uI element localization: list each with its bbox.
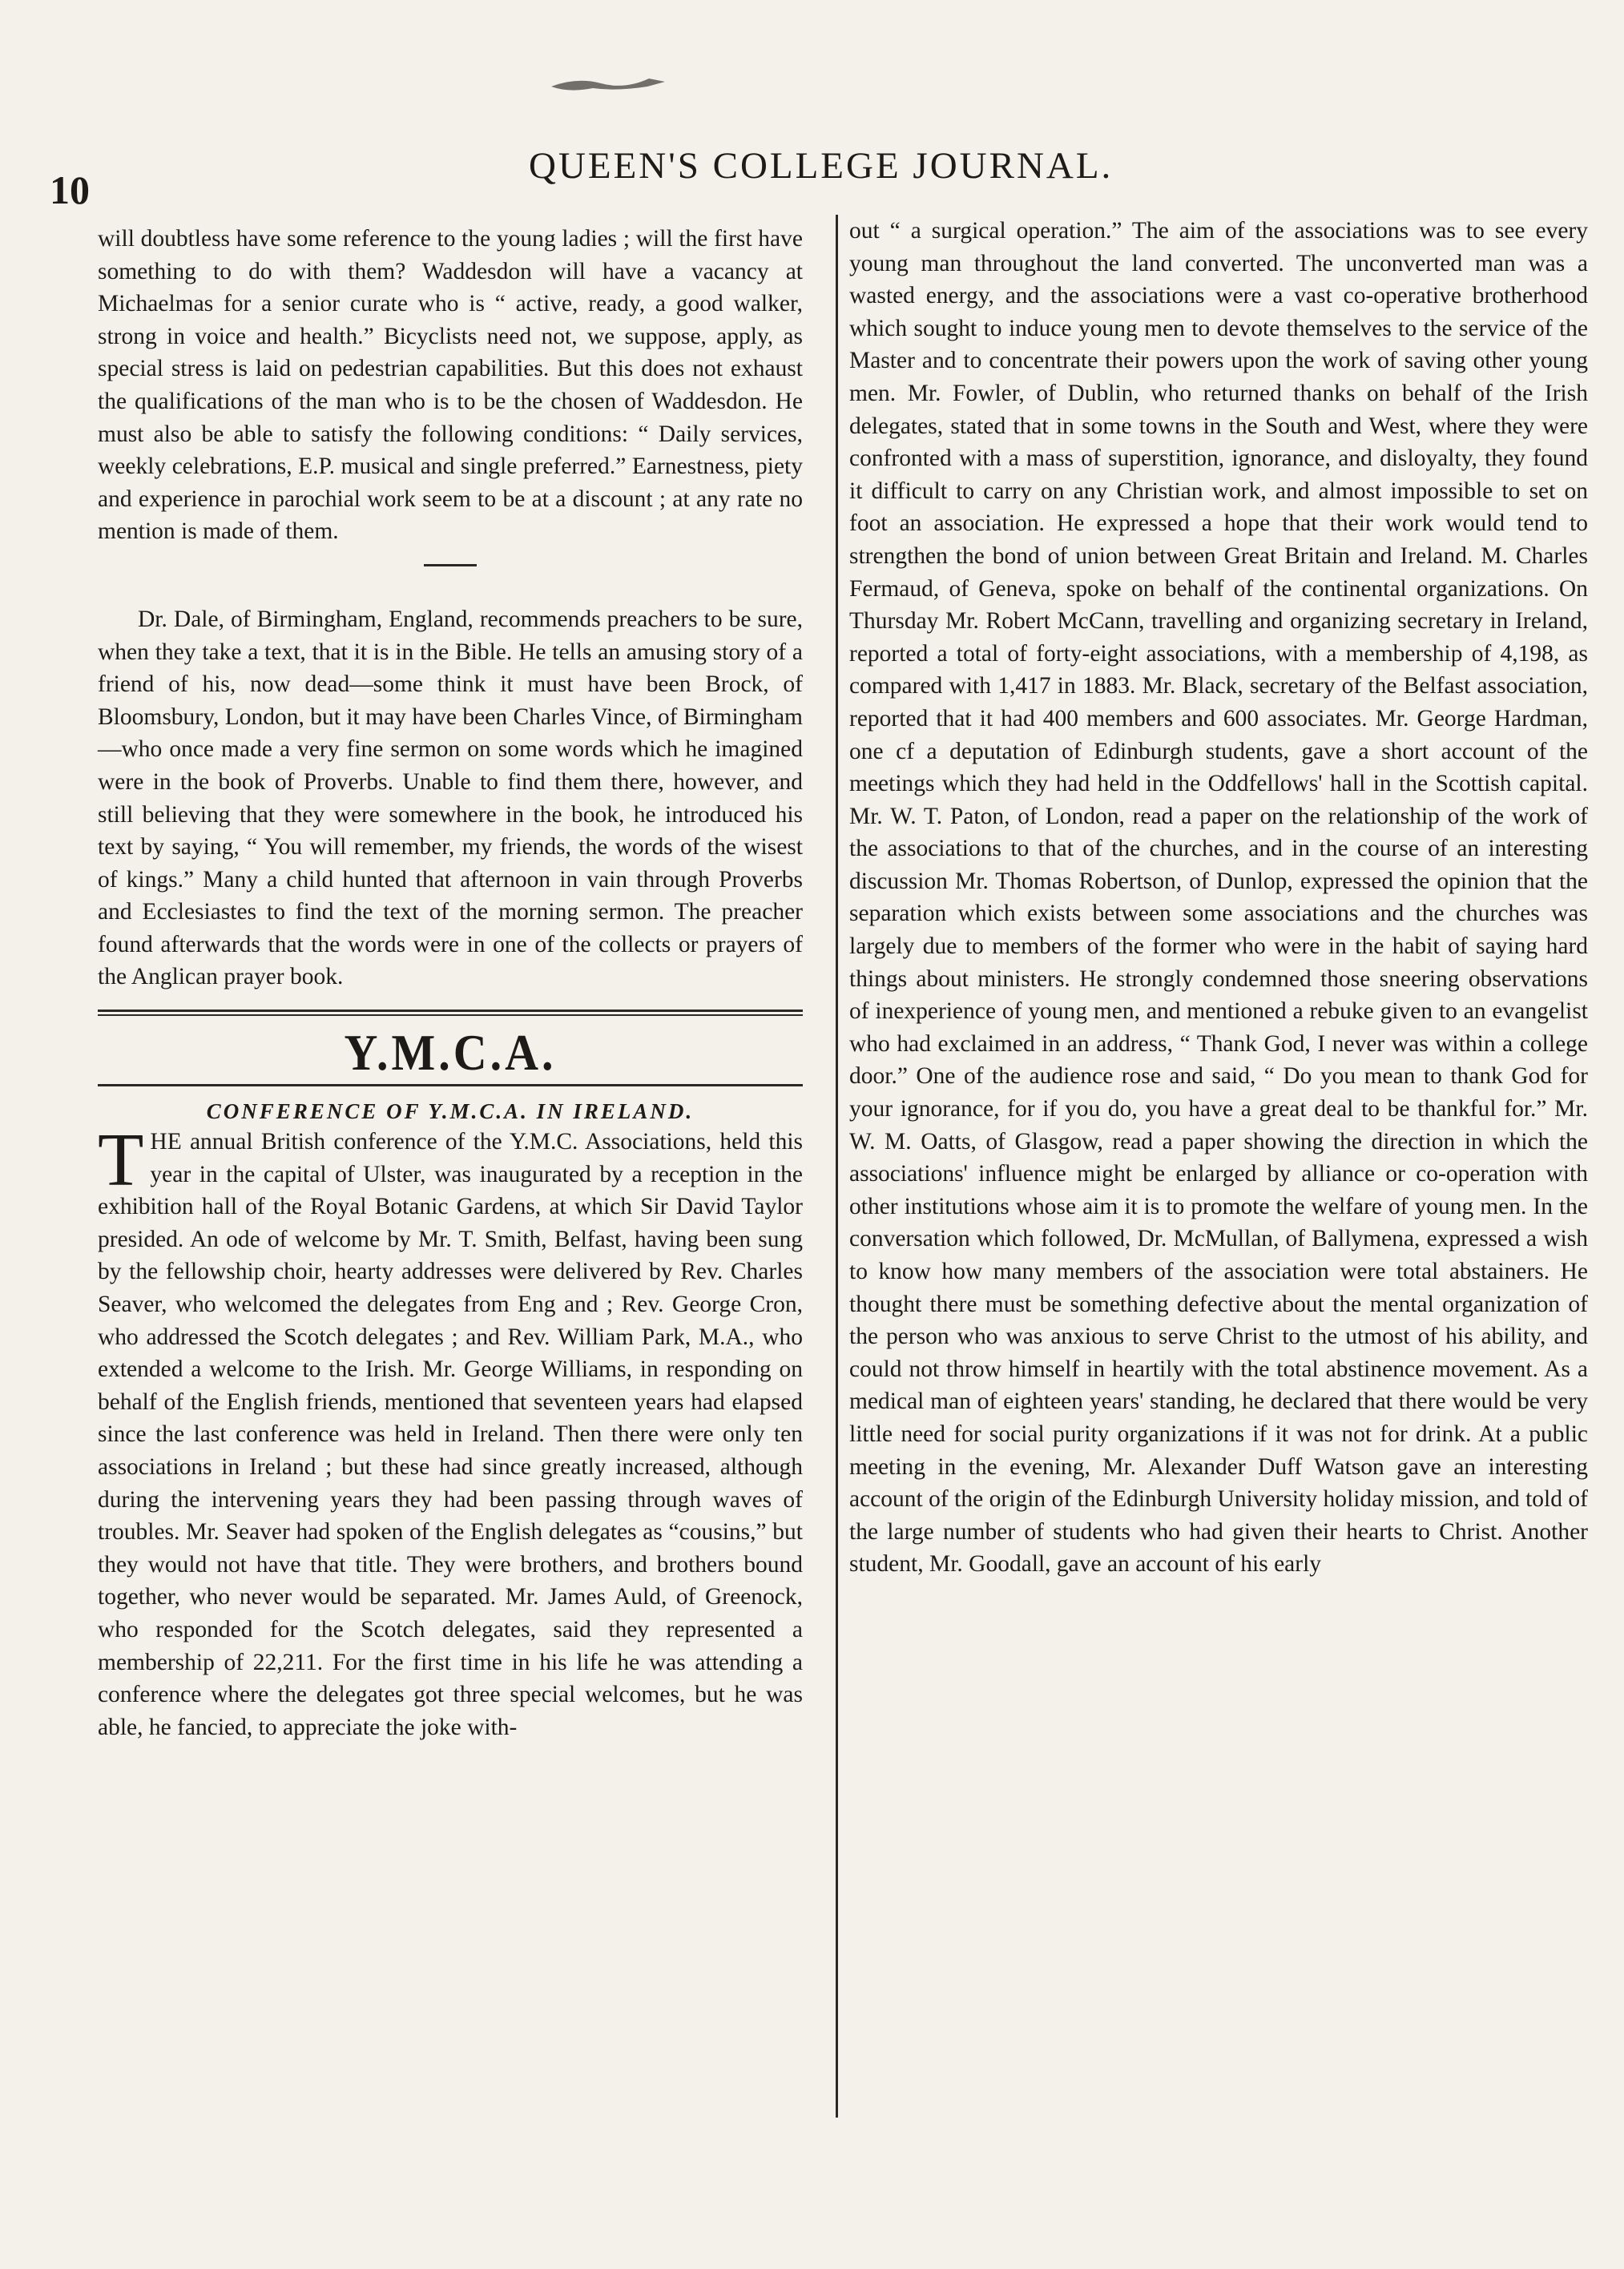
article-paragraph: out “ a surgical operation.” The aim of the associations was to see every young man throughout the land converted. The unconverted man was a wasted energy, and the associations were a vast co-operative brotherhood which sought to induce young men to devote themselves to the service of the Master and to concentrate their powers upon the work of saving other young men. Mr. Fowler, of Dublin, who returned thanks on behalf of the Irish delegates, stated that in some towns in the South and West, where they were confronted with a mass of superstition, ignorance, and disloyalty, they found it difficult to carry on any Christian work, and almost impossible to set on foot an association. He expressed a hope that their work would tend to strengthen the bond of union between Great Britain and Ireland. M. Charles Fermaud, of Geneva, spoke on behalf of the continental organizations. On Thursday Mr. Robert McCann, travelling and organizing secretary in Ireland, reported a total of forty-eight associations, with a membership of 4,198, as compared with 1,417 in 1883. Mr. Black, secretary of the Belfast association, reported that it had 400 members and 600 associates. Mr. George Hardman, one cf a deputation of Edinburgh students, gave a short account of the meetings which they had held in the Oddfellows' hall in the Scottish capital. Mr. W. T. Paton, of London, read a paper on the relationship of the work of the associations to that of the churches, and in the course of an interesting discussion Mr. Thomas Robertson, of Dunlop, expressed the opinion that the separation which exists between some associations and the churches was largely due to members of the former who were in the habit of saying hard things about ministers. He strongly condemned those sneering observations of inexperience of young men, and mentioned a rebuke given to an evangelist who had exclaimed in an address, “ Thank God, I never was within a college door.” One of the audience rose and said, “ Do you mean to thank God for your ignorance, for if you do, you have a great deal to be thankful for.” Mr. W. M. Oatts, of Glasgow, read a paper showing the direction in which the associations' influence might be enlarged by alliance or co-operation with other institutions whose aim it is to promote the welfare of young men. In the conversation which followed, Dr. McMullan, of Ballymena, expressed a wish to know how many members of the association were total abstainers. He thought there must be something defective about the mental organization of the person who was anxious to serve Christ to the utmost of his ability, and could not throw himself in heartily with the total abstinence movement. As a medical man of eighteen years' standing, he declared that there would be very little need for social purity organizations if it was not for drink. At a public meeting in the evening, Mr. Alexander Duff Watson gave an interesting account of the origin of the Edinburgh University holiday mission, and told of the large number of students who had given their hearts to Christ. Another student, Mr. Goodall, gave an account of his early <box>849 218 1588 1578</box>
article-text: HE annual British conference of the Y.M.C. Associations, held this year in the capital of Ulster, was inaugurated by a reception in the exhibition hall of the Royal Botanic Gardens, at which Sir David Taylor presided. An ode of welcome by Mr. T. Smith, Belfast, having been sung by the fellowship choir, hearty addresses were delivered by Rev. Charles Seaver, who welcomed the delegates from Eng and ; Rev. George Cron, who addressed the Scotch delegates ; and Rev. William Park, M.A., who extended a welcome to the Irish. Mr. George Williams, in responding on behalf of the English friends, mentioned that seventeen years had elapsed since the last conference was held in Ireland. Then there were only ten associations in Ireland ; but these had since greatly increased, although during the intervening years they had been passing through waves of troubles. Mr. Seaver had spoken of the English delegates as “cousins,” but they would not have that title. They were brothers, and brothers bound together, who never would be separated. Mr. James Auld, of Greenock, who responded for the Scotch delegates, said they represented a membership of 22,211. For the first time in his life he was attending a conference where the delegates got three special welcomes, but he was able, he fancied, to appreciate the joke with- <box>98 1129 803 1740</box>
title-rule <box>98 1084 803 1086</box>
drop-cap: T <box>98 1118 144 1203</box>
ink-smudge-mark <box>545 71 673 95</box>
right-column <box>849 215 1588 1581</box>
section-divider <box>424 564 477 566</box>
section-rule <box>98 1010 803 1016</box>
article-paragraph: Dr. Dale, of Birmingham, England, recommends preachers to be sure, when they take a text, that it is in the Bible. He tells an amusing story of a friend of his, now dead—some think it must have been Brock, of Bloomsbury, London, but it may have been Charles Vince, of Birmingham—who once made a very fine sermon on some words which he imagined were in the book of Proverbs. Unable to find them there, however, and still believing that they were somewhere in the book, he introduced his text by saying, “ You will remember, my friends, the words of the wisest of kings.” Many a child hunted that afternoon in vain through Proverbs and Ecclesiastes to find the text of the morning sermon. The preacher found afterwards that the words were in one of the collects or prayers of the Anglican prayer book. <box>98 606 803 990</box>
article-subheading: CONFERENCE OF Y.M.C.A. IN IRELAND. <box>206 1099 695 1124</box>
section-title: Y.M.C.A. <box>344 1023 557 1082</box>
column-divider <box>836 215 838 2118</box>
page-number: 10 <box>50 167 90 212</box>
running-title: QUEEN'S COLLEGE JOURNAL. <box>529 145 1114 187</box>
article-paragraph <box>98 1118 803 1743</box>
left-column <box>98 223 803 1743</box>
article-paragraph: will doubtless have some reference to the young ladies ; will the first have something to do with them? Waddesdon will have a vacancy at Michaelmas for a senior curate who is “ active, ready, a good walker, strong in voice and health.” Bicyclists need not, we suppose, apply, as special stress is laid on pedestrian capabilities. But this does not exhaust the qualifications of the man who is to be the chosen of Waddesdon. He must also be able to satisfy the following conditions: “ Daily services, weekly celebrations, E.P. musical and single preferred.” Earnestness, piety and experience in parochial work seem to be at a discount ; at any rate no mention is made of them. <box>98 226 803 545</box>
